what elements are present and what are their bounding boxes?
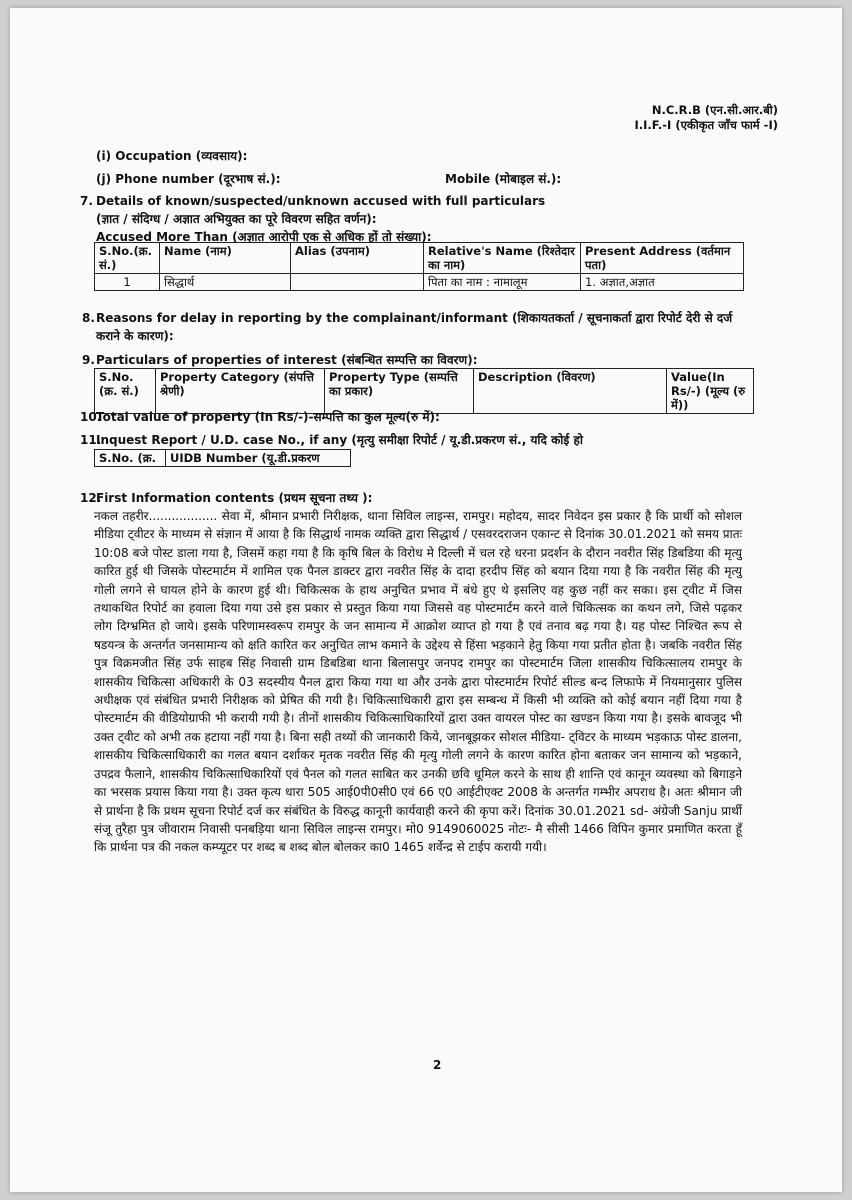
section10-number: 10. [80,410,102,424]
header-relative-name: Relative's Name (रिश्तेदार का नाम) [424,243,581,274]
header-alias: Alias (उपनाम) [291,243,424,274]
section11-title: Inquest Report / U.D. case No., if any (मृत्यु समीक्षा रिपोर्ट / यू.डी.प्रकरण सं., यदि कोई हो [96,433,583,447]
prop-header-description: Description (विवरण) [474,369,667,414]
property-table-header [95,369,754,414]
mobile-label: Mobile (मोबाइल सं.): [445,172,562,186]
section9-title: Particulars of properties of interest (संबन्धित सम्पत्ति का विवरण): [96,353,478,367]
cell-alias [291,274,424,291]
section7-title: Details of known/suspected/unknown accused with full particulars [96,194,546,208]
section10-title: Total value of property (In Rs/-)-सम्पत्ति का कुल मूल्य(रु में): [96,410,440,424]
accused-table-header [95,243,744,274]
cell-name: सिद्धार्थ [160,274,291,291]
property-table [94,368,754,414]
cell-sno: 1 [95,274,160,291]
section12-number: 12. [80,491,102,505]
section11-number: 11. [80,433,102,447]
ncrb-label: N.C.R.B (एन.सी.आर.बी) [651,103,778,117]
section7-number: 7. [80,194,93,208]
prop-header-sno: S.No. (क्र. सं.) [95,369,156,414]
section12-title: First Information contents (प्रथम सूचना तथ्य ): [96,491,373,505]
first-information-body: नकल तहरीर.................. सेवा में, श्रीमान प्रभारी निरीक्षक, थाना सिविल लाइन्स, रामपुर। महोदय, सादर निवेदन इस प्रकार है कि प्रार्थी को सोशल मीडिया ट्वीटर के माध्यम से संज्ञान में आया है कि सिद्धार्थ नामक व्यक्ति द्वारा सिद्धार्थ / एसवरदराजन एकान्ट से दिनांक 30.01.2021 को समय प्रातः 10:08 बजे पोस्ट डाला गया है, जिसमें कहा गया है कि कृषि बिल के विरोध मे दिल्ली में चल रहे धरना प्रदर्शन के दौरान नवरीत सिंह डिबडिया की मृत्यु कारित हुई थी जिसके पोस्टमार्टम में शामिल एक पैनल डाक्टर द्वारा नवरीत सिंह के दादा हरदीप सिंह को बयान दिया गया है कि नवरीत सिंह की मृत्यु गोली लगने से घायल होने के कारण हुई थी। चिकित्सक के हाथ अनुचित प्रभाव में बंधे हुए थे इसलिए वह कुछ नहीं कर सका। इस ट्वीट में जिस तथाकथित रिपोर्ट का हवाला दिया गया उसे इस प्रकार से प्रस्तुत किया गया जिससे वह पोस्टमार्टम करने वाले चिकित्सक का कथन लगे, जिसे पढ़कर लोग दिग्भ्रमित हो जाये। इसके परिणामस्वरूप रामपुर के जन सामान्य में आक्रोश व्याप्त हो गया है एवं तनाव बढ़ गया है। यह पोस्ट निश्चित रूप से षडयन्त्र के अन्तर्गत जनसामान्य को क्षति कारित कर अनुचित लाभ कमाने के उद्देश्य से हिंसा भड़काने हेतु किया गया प्रतीत होता है। जबकि नवरीत सिंह पुत्र विक्रमजीत सिंह उर्फ साहब सिंह निवासी ग्राम डिबडिबा थाना बिलासपुर जनपद रामपुर का पोस्टमार्टम जिला शासकीय चिकित्सालय रामपुर के शासकीय चिकित्सा अधिकारी के 03 सदस्यीय पैनल द्वारा किया गया था और उनके द्वारा पोस्टमार्टम रिपोर्ट सील्ड बन्द लिफाफे में नियमानुसार पुलिस अधीक्षक एवं संबंधित प्रभारी निरीक्षक को प्रेषित की गयी है। चिकित्साधिकारी द्वारा इस सम्बन्ध में किसी भी व्यक्ति को कोई बयान नहीं दिया गया है पोस्टमार्टम की वीडियोग्राफी भी करायी गयी है। तीनों शासकीय चिकित्साधिकारियों द्वारा उक्त वायरल पोस्ट का खण्डन किया गया है। इसके बावजूद भी उक्त ट्वीट को अभी तक हटाया नहीं गया है। बिना सही तथ्यों की जानकारी किये, जानबूझकर सोशल मीडिया- ट्विटर के माध्यम भड़काऊ पोस्ट डालना, शासकीय चिकित्साधिकारी का गलत बयान दर्शाकर मृतक नवरीत सिंह की मृत्यु गोली लगने के कारण कारित होना बताकर जन सामान्य को भड़काने, उपद्रव फैलाने, शासकीय चिकित्साधिकारियों एवं पैनल को गलत साबित कर उनकी छवि धूमिल करने के साथ ही शान्ति एवं कानून व्यवस्था को बिगाड़ने का भरसक प्रयास किया गया है। उक्त कृत्य धारा 505 आई0पी0सी0 एवं 66 ए0 आईटीएक्ट 2008 के अन्तर्गत गम्भीर अपराध है। अतः श्रीमान जी से प्रार्थना है कि प्रथम सूचना रिपोर्ट दर्ज कर संबंधित के विरुद्ध कानूनी कार्यवाही करने की कृपा करें। दिनांक 30.01.2021 sd- अंग्रेजी Sanju प्रार्थी संजू तुरैहा पुत्र जीवाराम निवासी पनबड़िया थाना सिविल लाइन्स रामपुर। मो0 9149060025 नोटः- मै सीसी 1466 विपिन कुमार प्रमाणित करता हूँ कि प्रार्थना पत्र की नकल कम्प्यूटर पर शब्द ब शब्द बोल बोलकर का0 1465 शर्वेन्द्र से टाईप करायी गयी। [94,509,742,855]
prop-header-value: Value(In Rs/-) (मूल्य (रु में)) [667,369,754,414]
form-header [634,103,778,133]
accused-more-than-label: Accused More Than (अज्ञात आरोपी एक से अधिक हों तो संख्या): [96,230,432,244]
inquest-table [94,449,351,467]
phone-label: (j) Phone number (दूरभाष सं.): [96,172,281,186]
occupation-label: (i) Occupation (व्यवसाय): [96,149,248,163]
page-number: 2 [433,1058,442,1072]
section8-line1: Reasons for delay in reporting by the complainant/informant (शिकायतकर्ता / सूचनाकर्ता द्वारा रिपोर्ट देरी से दर्ज [96,311,733,325]
section9-number: 9. [82,353,95,367]
accused-table [94,242,744,291]
inquest-header-sno: S.No. (क्र. [95,450,166,467]
section8-number: 8. [82,311,95,325]
header-present-address: Present Address (वर्तमान पता) [581,243,744,274]
inquest-header-uidb: UIDB Number (यू.डी.प्रकरण [166,450,351,467]
cell-relative-name: पिता का नाम : नामालूम [424,274,581,291]
section7-subtitle: (ज्ञात / संदिग्ध / अज्ञात अभियुक्त का पूरे विवरण सहित वर्णन): [96,212,377,226]
header-name: Name (नाम) [160,243,291,274]
prop-header-category: Property Category (संपत्ति श्रेणी) [156,369,325,414]
document-page [10,8,842,1192]
iif-label: I.I.F.-I (एकीकृत जाँच फार्म -I) [634,118,778,132]
inquest-table-header [95,450,351,467]
cell-present-address: 1. अज्ञात,अज्ञात [581,274,744,291]
header-sno: S.No.(क्र. सं.) [95,243,160,274]
table-row [95,274,744,291]
section8-line2: कराने के कारण): [96,329,174,343]
prop-header-type: Property Type (सम्पत्ति का प्रकार) [325,369,474,414]
